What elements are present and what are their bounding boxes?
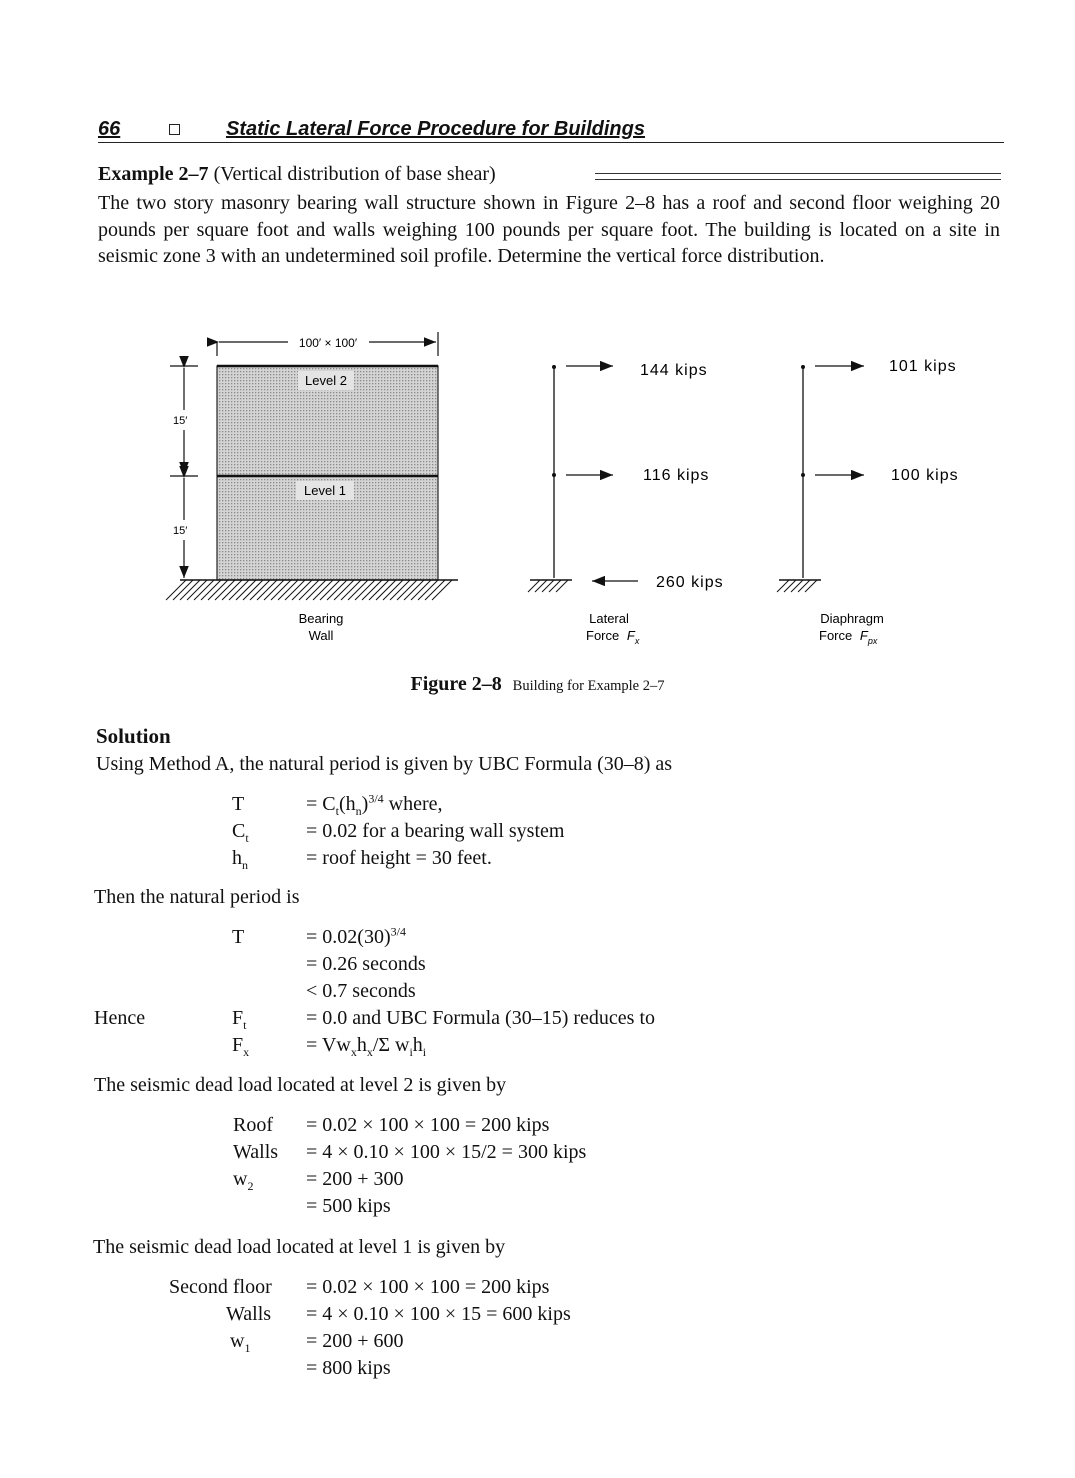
example-body: The two story masonry bearing wall structure shown in Figure 2–8 has a roof and second floor weighing 20 pounds per square foot and walls weighing 100 pounds per square foot. The building is located on a site in seismic zone 3 with an undetermined soil profile. Determine the vertical force distribution. — [98, 192, 1000, 267]
running-title: Static Lateral Force Procedure for Buildings — [226, 118, 645, 140]
hatch-stroke — [805, 580, 817, 592]
diaphragm-force-level1: 100 kips — [891, 467, 959, 484]
hatch-stroke — [535, 580, 547, 592]
story-height-lower: 15′ — [173, 525, 188, 537]
walls1-calc: = 4 × 0.10 × 100 × 15 = 600 kips — [306, 1303, 571, 1325]
sym-t: T — [232, 793, 245, 815]
solution-intro: Using Method A, the natural period is given by UBC Formula (30–8) as — [96, 753, 673, 775]
sym-ft: $F_t$ — [232, 1007, 247, 1032]
height-dimension — [170, 366, 198, 578]
hatch-stroke — [542, 580, 554, 592]
plan-dimension-label: 100′ × 100′ — [298, 336, 358, 350]
hatch-stroke — [528, 580, 540, 592]
walls2-calc: = 4 × 0.10 × 100 × 15/2 = 300 kips — [306, 1141, 587, 1163]
w1-sum: = 200 + 600 — [306, 1330, 404, 1352]
t-compare: < 0.7 seconds — [306, 980, 416, 1002]
example-heading — [98, 163, 1004, 190]
heading-double-rule — [595, 173, 1001, 180]
lateral-label-2: Force $F_x$ — [586, 628, 640, 646]
bearing-wall-elevation — [217, 366, 438, 580]
bearing-wall-label-2: Wall — [308, 628, 334, 643]
w2-sum: = 200 + 300 — [306, 1168, 404, 1190]
roof-calc: = 0.02 × 100 × 100 = 200 kips — [306, 1114, 550, 1136]
figure-caption — [0, 673, 1075, 696]
lateral-force-level2: 144 kips — [640, 362, 708, 379]
running-header — [98, 116, 1004, 143]
sym-w2: $w_2$ — [233, 1168, 254, 1193]
ct-def: = 0.02 for a bearing wall system — [306, 820, 565, 842]
level1-intro: The seismic dead load located at level 1 is given by — [93, 1236, 506, 1258]
solution-heading: Solution — [96, 724, 171, 748]
example-label: Example 2–7 — [98, 163, 209, 185]
sym-w1: $w_1$ — [230, 1330, 251, 1355]
ground-hatch — [166, 580, 452, 600]
t-value: = 0.26 seconds — [306, 953, 426, 975]
sym-hn: $h_n$ — [232, 847, 248, 872]
hatch-stroke — [791, 580, 803, 592]
floor-label: Second floor — [169, 1276, 272, 1298]
w2-value: = 500 kips — [306, 1195, 391, 1217]
hatch-stroke — [798, 580, 810, 592]
lateral-support-hatch — [528, 580, 572, 592]
figure-2-8 — [0, 320, 1075, 665]
hatch-stroke — [777, 580, 789, 592]
w1-value: = 800 kips — [306, 1357, 391, 1379]
level2-intro: The seismic dead load located at level 2 is given by — [94, 1074, 507, 1096]
sym-ct: $C_t$ — [232, 820, 249, 845]
diaphragm-label-1: Diaphragm — [820, 611, 884, 626]
roof-label: Roof — [233, 1114, 273, 1136]
page-number: 66 — [98, 118, 121, 140]
bearing-wall-label-1: Bearing — [298, 611, 344, 626]
walls2-label: Walls — [233, 1141, 279, 1163]
figure-caption-label: Figure 2–8 — [410, 673, 502, 695]
hence-text: Hence — [94, 1007, 146, 1029]
hatch-stroke — [549, 580, 561, 592]
hn-def: = roof height = 30 feet. — [306, 847, 492, 869]
fx-def: = $Vw_xh_x/\Sigma$ $w_ih_i$ — [306, 1034, 427, 1059]
diaphragm-label-2: Force $F_{px}$ — [819, 628, 878, 646]
lateral-force-base: 260 kips — [656, 574, 724, 591]
sym-t-2: T — [232, 926, 245, 948]
diaphragm-force-level2: 101 kips — [889, 358, 957, 375]
example-subtitle: (Vertical distribution of base shear) — [213, 163, 496, 185]
walls1-label: Walls — [226, 1303, 272, 1325]
then-text: Then the natural period is — [94, 886, 300, 908]
t-calc: = $0.02(30)^{3/4}$ — [306, 924, 406, 948]
lateral-label-1: Lateral — [589, 611, 629, 626]
ft-def: = 0.0 and UBC Formula (30–15) reduces to — [306, 1007, 656, 1029]
floor-calc: = 0.02 × 100 × 100 = 200 kips — [306, 1276, 550, 1298]
plan-dimension-line — [217, 332, 438, 356]
header-box-glyph — [169, 124, 180, 135]
hatch-stroke — [784, 580, 796, 592]
t-def: = $C_t(h_n)^{3/4}$ where, — [306, 791, 443, 818]
level2-label: Level 2 — [305, 373, 347, 388]
diaphragm-support-hatch — [777, 580, 821, 592]
story-height-upper: 15′ — [173, 415, 188, 427]
level1-label: Level 1 — [304, 483, 346, 498]
sym-fx: $F_x$ — [232, 1034, 250, 1059]
figure-caption-text: Building for Example 2–7 — [512, 678, 665, 694]
hatch-stroke — [556, 580, 568, 592]
lateral-force-level1: 116 kips — [643, 467, 710, 484]
